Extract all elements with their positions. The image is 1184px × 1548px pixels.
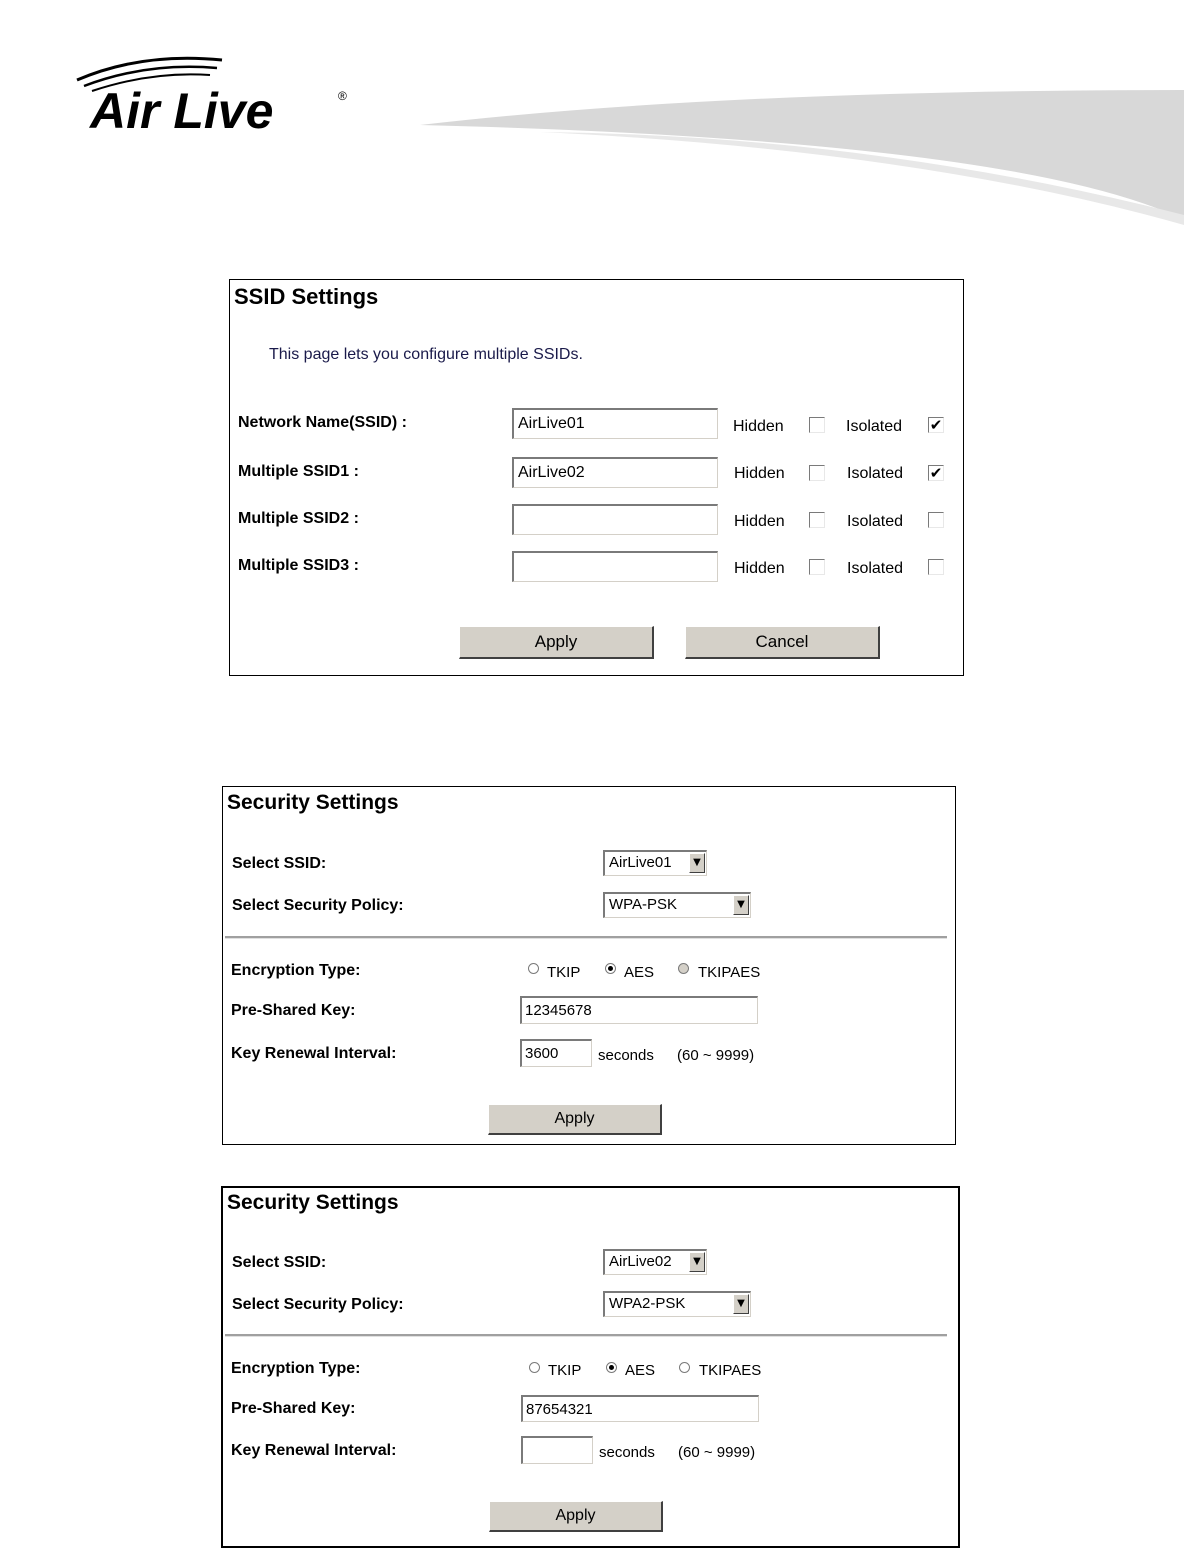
multiple-ssid1-label: Multiple SSID1 : [238,463,359,480]
airlive-logo [72,50,362,135]
key-renewal-label: Key Renewal Interval: [231,1045,397,1062]
security-policy-value: WPA-PSK [609,896,678,913]
select-ssid-value: AirLive02 [609,1253,672,1270]
section-divider [225,1334,947,1337]
panel-title: SSID Settings [234,284,379,309]
multiple-ssid3-label: Multiple SSID3 : [238,557,359,574]
range-label: (60 ~ 9999) [678,1444,756,1461]
dropdown-arrow-icon[interactable]: ▼ [733,895,749,915]
security-settings-panel [221,1186,960,1548]
cancel-button[interactable]: Cancel [685,626,880,659]
aes-radio[interactable] [606,1362,617,1373]
tkip-label: TKIP [547,964,581,981]
pre-shared-key-label: Pre-Shared Key: [231,1002,356,1019]
range-label: (60 ~ 9999) [677,1047,755,1064]
tkipaes-label: TKIPAES [699,1362,762,1379]
hidden-label: Hidden [734,465,785,482]
multiple-ssid2-label: Multiple SSID2 : [238,510,359,527]
select-ssid-label: Select SSID: [232,855,327,872]
security-policy-dropdown[interactable] [603,892,751,918]
apply-button[interactable]: Apply [489,1501,663,1532]
pre-shared-key-input[interactable]: 12345678 [520,996,758,1024]
security-policy-label: Select Security Policy: [232,897,404,914]
select-ssid-label: Select SSID: [232,1254,327,1271]
encryption-type-label: Encryption Type: [231,1360,361,1377]
tkipaes-radio[interactable] [678,963,689,974]
logo-text: Air Live [90,83,274,135]
aes-radio[interactable] [605,963,616,974]
key-renewal-input[interactable] [521,1436,593,1464]
security-policy-value: WPA2-PSK [609,1295,686,1312]
tkip-label: TKIP [548,1362,582,1379]
isolated-checkbox[interactable] [928,512,944,528]
encryption-type-label: Encryption Type: [231,962,361,979]
isolated-label: Isolated [847,560,904,577]
multiple-ssid3-input[interactable] [512,551,718,582]
key-renewal-label: Key Renewal Interval: [231,1442,397,1459]
tkipaes-radio[interactable] [679,1362,690,1373]
panel-title: Security Settings [227,791,399,814]
ssid-settings-panel [229,279,964,676]
registered-mark: ® [338,89,347,103]
select-ssid-value: AirLive01 [609,854,672,871]
dropdown-arrow-icon[interactable]: ▼ [689,853,705,873]
select-ssid-dropdown[interactable] [603,1249,707,1275]
hidden-checkbox[interactable] [809,512,825,528]
multiple-ssid1-input[interactable]: AirLive02 [512,457,718,488]
panel-title: Security Settings [227,1191,399,1214]
header-swoosh-decoration [420,80,1184,230]
aes-label: AES [624,964,655,981]
panel-description: This page lets you configure multiple SSIDs. [269,346,583,363]
hidden-label: Hidden [733,418,784,435]
hidden-label: Hidden [734,560,785,577]
section-divider [225,936,947,939]
isolated-checkbox[interactable] [928,559,944,575]
select-ssid-dropdown[interactable] [603,850,707,876]
tkip-radio[interactable] [528,963,539,974]
hidden-label: Hidden [734,513,785,530]
isolated-label: Isolated [847,513,904,530]
isolated-checkbox[interactable]: ✔ [929,416,943,434]
seconds-label: seconds [598,1047,654,1064]
security-settings-panel [222,786,956,1145]
multiple-ssid2-input[interactable] [512,504,718,535]
aes-label: AES [625,1362,656,1379]
isolated-checkbox[interactable]: ✔ [929,464,943,482]
key-renewal-input[interactable]: 3600 [520,1039,592,1067]
pre-shared-key-label: Pre-Shared Key: [231,1400,356,1417]
dropdown-arrow-icon[interactable]: ▼ [733,1294,749,1314]
pre-shared-key-input[interactable]: 87654321 [521,1395,759,1422]
tkipaes-label: TKIPAES [698,964,761,981]
tkip-radio[interactable] [529,1362,540,1373]
seconds-label: seconds [599,1444,655,1461]
isolated-label: Isolated [847,465,904,482]
ssid-label: Network Name(SSID) : [238,414,407,431]
isolated-label: Isolated [846,418,903,435]
apply-button[interactable]: Apply [459,626,654,659]
hidden-checkbox[interactable] [809,559,825,575]
security-policy-label: Select Security Policy: [232,1296,404,1313]
apply-button[interactable]: Apply [488,1104,662,1135]
ssid-input[interactable]: AirLive01 [512,408,718,439]
dropdown-arrow-icon[interactable]: ▼ [689,1252,705,1272]
security-policy-dropdown[interactable] [603,1291,751,1317]
hidden-checkbox[interactable] [809,417,825,433]
hidden-checkbox[interactable] [809,465,825,481]
